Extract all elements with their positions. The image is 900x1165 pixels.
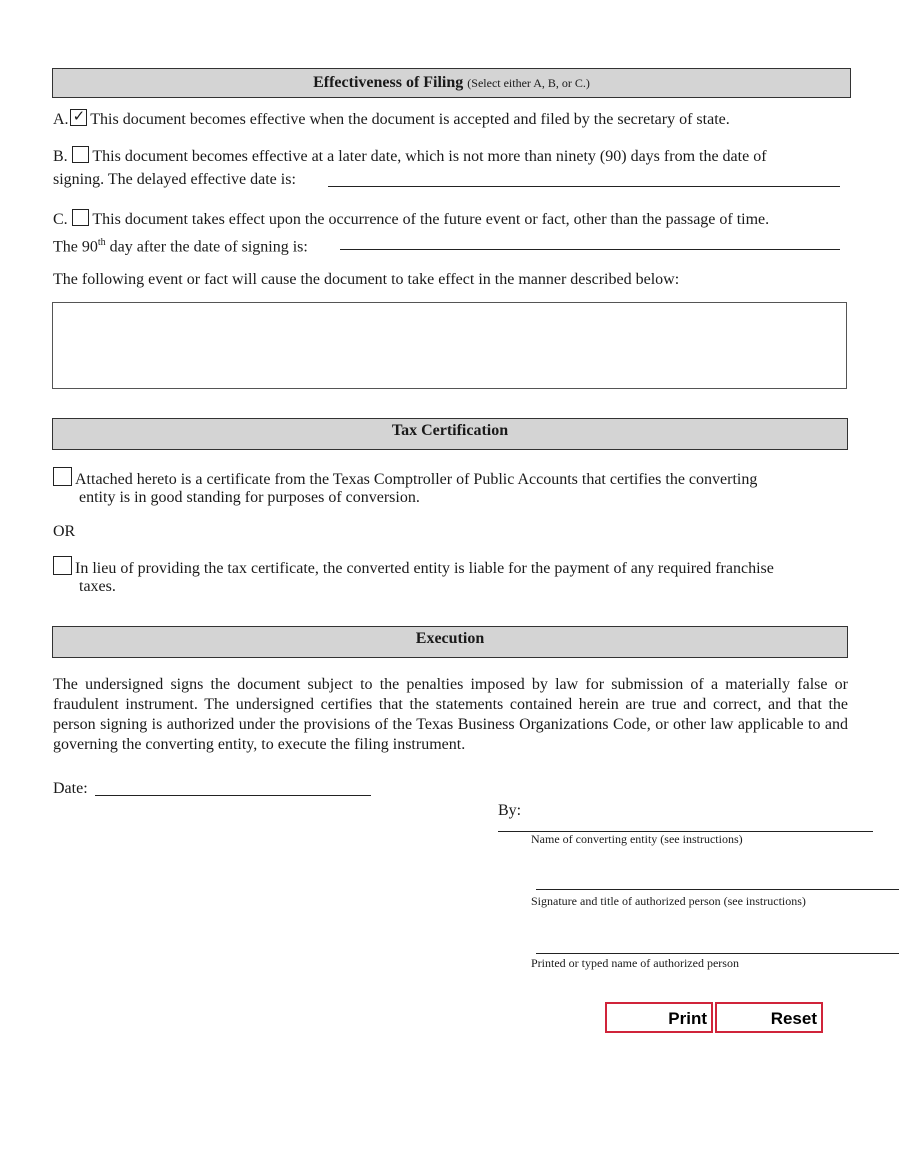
ninetieth-day-field[interactable] [340,249,840,250]
tax-option-1-line2: entity is in good standing for purposes of conversion. [79,489,420,506]
tax-option-1 [53,467,757,490]
option-c-text-sup: th [97,237,106,248]
tax-option-1-line1: Attached hereto is a certificate from the Texas Comptroller of Public Accounts that certifies the converting [75,471,758,488]
option-c-line2 [53,233,308,257]
date-field[interactable] [95,795,371,796]
tax-certification-title: Tax Certification [391,422,509,439]
effectiveness-title: Effectiveness of Filing [313,74,464,91]
tax-certification-header [52,418,848,450]
option-b-line2 [53,170,296,190]
tax-option-2-checkbox[interactable] [53,556,72,575]
execution-header [52,626,848,658]
effectiveness-subtitle: (Select either A, B, or C.) [467,76,590,90]
option-c-text-pre: The 90 [53,238,98,256]
effectiveness-header [52,68,851,98]
option-b [53,146,848,167]
execution-title: Execution [415,630,485,647]
option-c-checkbox[interactable] [72,209,89,226]
reset-button[interactable]: Reset [715,1002,823,1033]
printed-name-caption: Printed or typed name of authorized person [531,956,739,970]
print-button[interactable]: Print [605,1002,713,1033]
option-c [53,209,769,230]
tax-option-1-checkbox[interactable] [53,467,72,486]
option-b-text-line2: signing. The delayed effective date is: [53,171,296,188]
signature-caption: Signature and title of authorized person (see instructions) [531,894,806,908]
by-label: By: [498,802,522,819]
execution-statement: The undersigned signs the document subject to the penalties imposed by law for submission of a materially false or fraudulent instrument. The undersigned certifies that the statements contained herein are true and correct, and that the person signing is authorized under the provisions of the Texas Business Organizations Code, or other law applicable to and governing the converting entity, to execute the filing instrument. [53,676,848,753]
option-c-letter: C. [53,211,68,228]
option-b-text-line1: This document becomes effective at a later date, which is not more than ninety (90) days from the date of [92,148,767,165]
event-prompt: The following event or fact will cause the document to take effect in the manner described below: [53,271,680,288]
checkmark-icon: ✓ [72,107,86,125]
tax-option-2-line1: In lieu of providing the tax certificate, the converted entity is liable for the payment of any required franchise [75,560,774,577]
signature-field[interactable] [536,889,899,890]
option-a-letter: A. [53,111,69,128]
option-b-letter: B. [53,148,68,165]
option-b-checkbox[interactable] [72,146,89,163]
event-description-box[interactable] [52,302,847,389]
option-a-checkbox[interactable] [70,109,87,126]
date-label: Date: [53,780,88,797]
or-label: OR [53,523,76,540]
option-a-text: This document becomes effective when the document is accepted and filed by the secretary of state. [90,111,730,128]
tax-option-2 [53,556,774,579]
option-a [53,109,730,130]
tax-option-2-line2: taxes. [79,578,116,595]
entity-caption: Name of converting entity (see instructions) [531,832,743,846]
printed-name-field[interactable] [536,953,899,954]
option-c-text-post: day after the date of signing is: [105,238,308,256]
option-c-text-line1: This document takes effect upon the occurrence of the future event or fact, other than the passage of time. [92,211,770,228]
delayed-date-field[interactable] [328,186,840,187]
